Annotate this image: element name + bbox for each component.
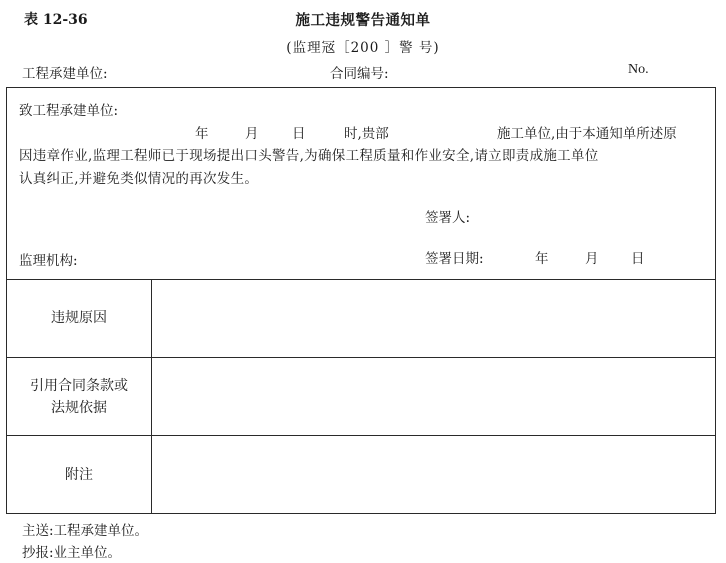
contract-clause-label — [7, 358, 152, 435]
table-row — [7, 279, 715, 358]
notice-body — [7, 88, 715, 280]
sign-date-label: 签署日期: — [425, 251, 484, 267]
contract-clause-field[interactable] — [152, 358, 715, 435]
notice-month: 月 — [245, 126, 259, 142]
notice-line-3: 认真纠正,并避免类似情况的再次发生。 — [19, 171, 259, 187]
contract-clause-label-line1: 引用合同条款或 — [30, 377, 128, 394]
copy-to-note: 抄报:业主单位。 — [22, 545, 122, 561]
table-row — [7, 436, 715, 513]
contract-clause-label-line2: 法规依据 — [51, 399, 107, 416]
contract-number-label: 合同编号: — [330, 66, 389, 82]
remarks-label: 附注 — [7, 436, 152, 513]
sign-date-day: 日 — [631, 251, 645, 267]
contractor-unit-label: 工程承建单位: — [22, 66, 108, 82]
notice-line-1-tail: 施工单位,由于本通知单所述原 — [497, 126, 677, 142]
sign-date-month: 月 — [585, 251, 599, 267]
table-number: 表 12-36 — [24, 12, 88, 28]
sign-date-year: 年 — [535, 251, 549, 267]
notice-year: 年 — [195, 126, 209, 142]
notice-recipient-label: 致工程承建单位: — [19, 103, 119, 119]
document-subtitle: (监理㓂［200 ］警 号) — [286, 40, 440, 56]
notice-day: 日 — [292, 126, 306, 142]
serial-number-label: No. — [628, 62, 649, 77]
main-recipient-note: 主送:工程承建单位。 — [22, 523, 149, 539]
signer-label: 签署人: — [425, 210, 471, 226]
remarks-field[interactable] — [152, 436, 715, 513]
document-title: 施工违规警告通知单 — [295, 12, 431, 29]
table-row — [7, 358, 715, 436]
violation-reason-label: 违规原因 — [7, 279, 152, 357]
notice-hour: 时,贵部 — [344, 126, 389, 142]
notice-form — [6, 87, 716, 514]
notice-line-2: 因违章作业,监理工程师已于现场提出口头警告,为确保工程质量和作业安全,请立即责成施工单位 — [19, 148, 599, 164]
violation-reason-field[interactable] — [152, 279, 715, 357]
supervision-org-label: 监理机构: — [19, 253, 78, 269]
